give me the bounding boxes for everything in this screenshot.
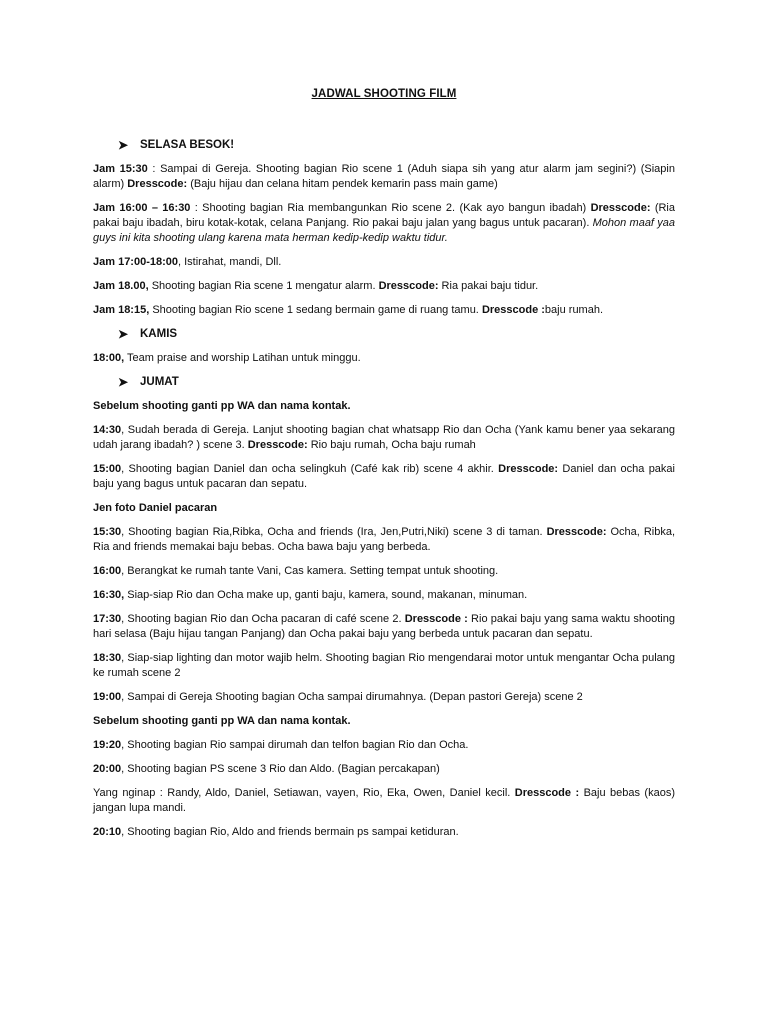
document-body: [93, 138, 675, 849]
note-line: [93, 501, 675, 516]
entry-time: 15:30: [93, 526, 122, 538]
schedule-entry: [93, 255, 675, 270]
entry-text: , Sudah berada di Gereja. Lanjut shooting bagian chat whatsapp Rio dan Ocha (Yank kamu bener yaa sekarang udah jarang ibadah? ) scene 3.: [93, 424, 675, 451]
entry-time: 17:30: [93, 613, 122, 625]
note-bold-text: Sebelum shooting ganti pp WA dan nama kontak.: [93, 400, 351, 412]
schedule-entry: [93, 525, 675, 555]
entry-time: 19:00: [93, 691, 122, 703]
dresscode-text: Ria pakai baju tidur.: [438, 280, 539, 292]
entry-time: Jam 16:00 – 16:30: [93, 202, 191, 214]
entry-time: 19:20: [93, 739, 122, 751]
entry-text: : Sampai di Gereja. Shooting bagian Rio scene 1 (Aduh siapa sih yang atur alarm jam segini?) (Siapin alarm): [93, 163, 675, 190]
dresscode-label: Dresscode:: [127, 178, 188, 190]
entry-text: , Shooting bagian Ria,Ribka, Ocha and friends (Ira, Jen,Putri,Niki) scene 3 di taman.: [121, 526, 547, 538]
entry-time: Jam 15:30: [93, 163, 148, 175]
entry-time: 14:30: [93, 424, 122, 436]
entry-time: Jam 18:15,: [93, 304, 150, 316]
dresscode-label: Dresscode:: [590, 202, 651, 214]
entry-text: , Shooting bagian PS scene 3 Rio dan Aldo. (Bagian percakapan): [121, 763, 440, 775]
entry-time: 18:30: [93, 652, 122, 664]
dresscode-label: Dresscode:: [378, 280, 439, 292]
entry-text: Yang nginap : Randy, Aldo, Daniel, Setiawan, vayen, Rio, Eka, Owen, Daniel kecil.: [93, 787, 515, 799]
dresscode-text: Daniel dan ocha pakai baju yang bagus untuk pacaran dan sepatu.: [93, 463, 675, 490]
dresscode-text: Rio pakai baju yang sama waktu shooting hari selasa (Baju hijau tangan Panjang) dan Ocha pakai baju yang berbeda untuk pacaran dan sepatu.: [93, 613, 675, 640]
schedule-entry: [93, 423, 675, 453]
schedule-entry: [93, 162, 675, 192]
note-line: [93, 714, 675, 729]
arrow-bullet-icon: ➤: [118, 138, 129, 152]
schedule-entry: [93, 201, 675, 246]
schedule-entry: [93, 825, 675, 840]
schedule-entry: [93, 462, 675, 492]
section-heading-label: SELASA BESOK!: [140, 139, 235, 151]
arrow-bullet-icon: ➤: [118, 375, 129, 389]
schedule-entry: [93, 612, 675, 642]
dresscode-text: Rio baju rumah, Ocha baju rumah: [307, 439, 476, 451]
schedule-entry: [93, 738, 675, 753]
schedule-entry: [93, 690, 675, 705]
entry-time: 16:00: [93, 565, 122, 577]
entry-time: 20:10: [93, 826, 122, 838]
guest-list-entry: [93, 786, 675, 816]
entry-text: , Shooting bagian Rio dan Ocha pacaran di café scene 2.: [121, 613, 405, 625]
entry-time: 20:00: [93, 763, 122, 775]
note-bold-text: Sebelum shooting ganti pp WA dan nama kontak.: [93, 715, 351, 727]
section-heading-label: JUMAT: [140, 376, 179, 388]
entry-time: 18:00,: [93, 352, 125, 364]
note-bold-text: Jen foto Daniel pacaran: [93, 502, 218, 514]
entry-text: , Berangkat ke rumah tante Vani, Cas kamera. Setting tempat untuk shooting.: [121, 565, 499, 577]
dresscode-label: Dresscode:: [546, 526, 607, 538]
dresscode-text: baju rumah.: [544, 304, 604, 316]
schedule-entry: [93, 351, 675, 366]
entry-text: , Shooting bagian Daniel dan ocha selingkuh (Café kak rib) scene 4 akhir.: [121, 463, 499, 475]
entry-text: , Istirahat, mandi, Dll.: [178, 256, 282, 268]
entry-text: Siap-siap Rio dan Ocha make up, ganti baju, kamera, sound, makanan, minuman.: [124, 589, 528, 601]
note-line: [93, 399, 675, 414]
schedule-entry: [93, 279, 675, 294]
entry-text: , Sampai di Gereja Shooting bagian Ocha sampai dirumahnya. (Depan pastori Gereja) scene 2: [121, 691, 583, 703]
dresscode-label: Dresscode :: [481, 304, 545, 316]
dresscode-text: Baju bebas (kaos) jangan lupa mandi.: [93, 787, 675, 814]
schedule-entry: [93, 564, 675, 579]
dresscode-text: (Ria pakai baju ibadah, biru kotak-kotak, celana Panjang. Rio pakai baju jalan yang bagus untuk pacaran).: [93, 202, 675, 229]
entry-time: 16:30,: [93, 589, 125, 601]
schedule-entry: [93, 651, 675, 681]
entry-time: 15:00: [93, 463, 122, 475]
entry-text: , Shooting bagian Rio, Aldo and friends bermain ps sampai ketiduran.: [121, 826, 459, 838]
dresscode-label: Dresscode:: [247, 439, 308, 451]
entry-text: Shooting bagian Ria scene 1 mengatur alarm.: [148, 280, 379, 292]
entry-text: , Siap-siap lighting dan motor wajib helm. Shooting bagian Rio mengendarai motor untuk mengantar Ocha pulang ke rumah scene 2: [93, 652, 675, 679]
dresscode-label: Dresscode :: [514, 787, 580, 799]
section-heading-selasa: [118, 138, 675, 153]
entry-text: Team praise and worship Latihan untuk minggu.: [124, 352, 361, 364]
document-title: JADWAL SHOOTING FILM: [311, 88, 457, 100]
entry-time: Jam 18.00,: [93, 280, 149, 292]
entry-time: Jam 17:00-18:00: [93, 256, 179, 268]
schedule-entry: [93, 588, 675, 603]
entry-text: , Shooting bagian Rio sampai dirumah dan telfon bagian Rio dan Ocha.: [121, 739, 469, 751]
dresscode-label: Dresscode :: [404, 613, 468, 625]
section-heading-jumat: [118, 375, 675, 390]
schedule-entry: [93, 303, 675, 318]
schedule-entry: [93, 762, 675, 777]
arrow-bullet-icon: ➤: [118, 327, 129, 341]
dresscode-text: Ocha, Ribka, Ria and friends memakai baju bebas. Ocha bawa baju yang berbeda.: [93, 526, 676, 553]
section-heading-label: KAMIS: [140, 328, 178, 340]
entry-italic-note: Mohon maaf yaa guys ini kita shooting ulang karena mata herman kedip-kedip waktu tidur.: [93, 217, 675, 244]
dresscode-label: Dresscode:: [498, 463, 559, 475]
entry-text: Shooting bagian Rio scene 1 sedang bermain game di ruang tamu.: [149, 304, 482, 316]
section-heading-kamis: [118, 327, 675, 342]
entry-text: : Shooting bagian Ria membangunkan Rio scene 2. (Kak ayo bangun ibadah): [190, 202, 591, 214]
dresscode-text: (Baju hijau dan celana hitam pendek kemarin pass main game): [187, 178, 498, 190]
